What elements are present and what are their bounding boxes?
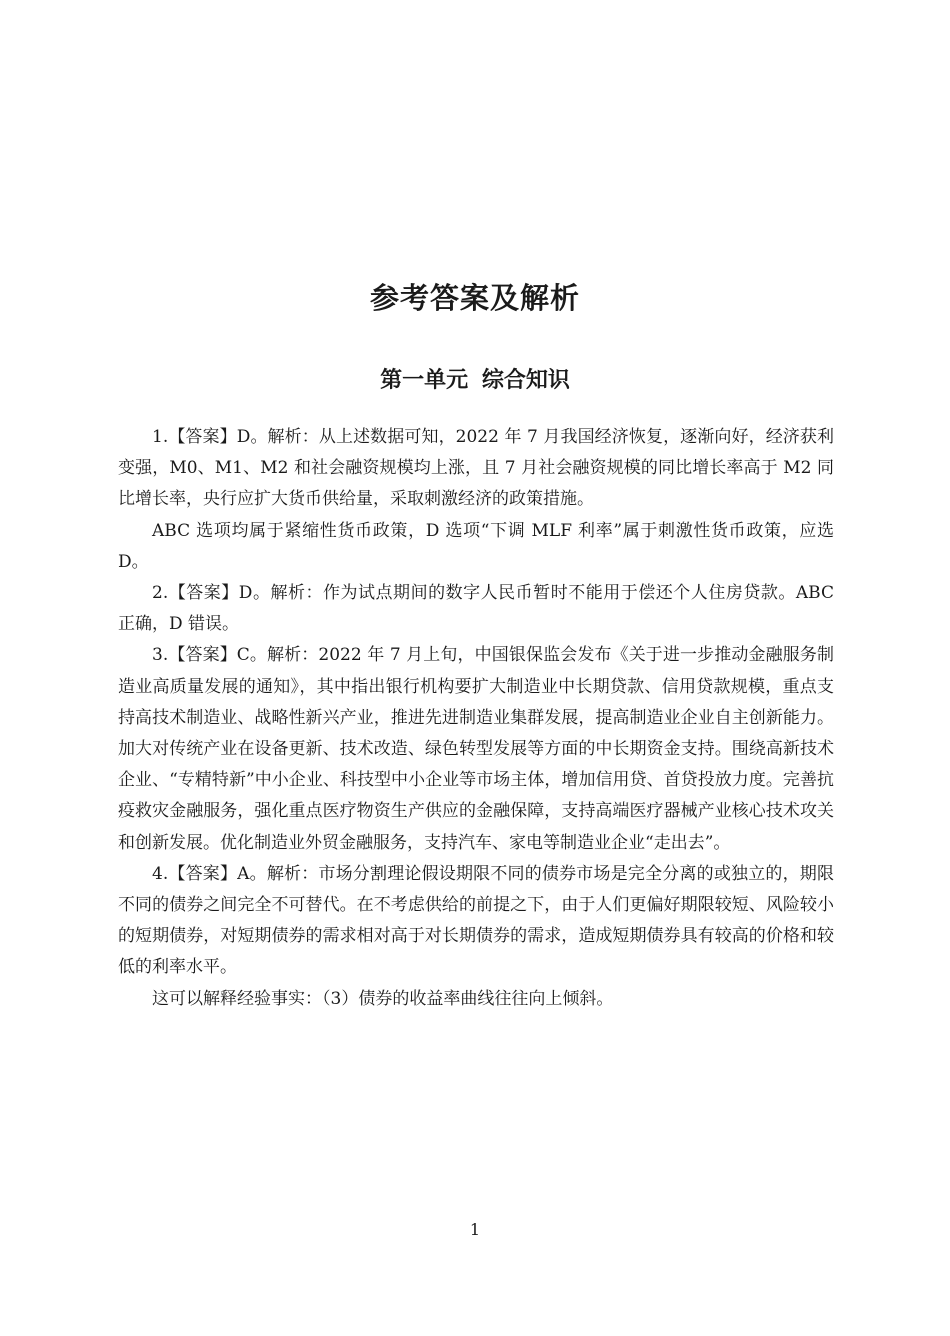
answer-1-paragraph: 1.【答案】D。解析：从上述数据可知，2022 年 7 月我国经济恢复，逐渐向好，经济获利变强，M0、M1、M2 和社会融资规模均上涨，且 7 月社会融资规模的同比增长率高于 M2 同比增长率，央行应扩大货币供给量，采取刺激经济的政策措施。 xyxy=(118,427,834,510)
answer-1-note-paragraph: ABC 选项均属于紧缩性货币政策，D 选项“下调 MLF 利率”属于刺激性货币政策，应选 D。 xyxy=(118,520,834,572)
unit-title: 第一单元 综合知识 xyxy=(380,368,570,393)
page-number: 1 xyxy=(469,1220,481,1239)
answer-body xyxy=(118,422,834,1015)
answer-2-paragraph: 2.【答案】D。解析：作为试点期间的数字人民币暂时不能用于偿还个人住房贷款。ABC 正确，D 错误。 xyxy=(118,583,834,635)
answer-4-paragraph: 4.【答案】A。解析：市场分割理论假设期限不同的债券市场是完全分离的或独立的，期限不同的债券之间完全不可替代。在不考虑供给的前提之下，由于人们更偏好期限较短、风险较小的短期债券，对短期债券的需求相对高于对长期债券的需求，造成短期债券具有较高的价格和较低的利率水平。 xyxy=(118,863,834,978)
page-title: 参考答案及解析 xyxy=(369,281,580,315)
answer-3-paragraph: 3.【答案】C。解析：2022 年 7 月上旬，中国银保监会发布《关于进一步推动金融服务制造业高质量发展的通知》，其中指出银行机构要扩大制造业中长期贷款、信用贷款规模，重点支持高技术制造业、战略性新兴产业，推进先进制造业集群发展，提高制造业企业自主创新能力。加大对传统产业在设备更新、技术改造、绿色转型发展等方面的中长期资金支持。围绕高新技术企业、“专精特新”中小企业、科技型中小企业等市场主体，增加信用贷、首贷投放力度。完善抗疫救灾金融服务，强化重点医疗物资生产供应的金融保障，支持高端医疗器械产业核心技术攻关和创新发展。优化制造业外贸金融服务，支持汽车、家电等制造业企业“走出去”。 xyxy=(118,645,834,853)
answer-4-note-paragraph: 这可以解释经验事实：（3）债券的收益率曲线往往向上倾斜。 xyxy=(152,988,614,1009)
